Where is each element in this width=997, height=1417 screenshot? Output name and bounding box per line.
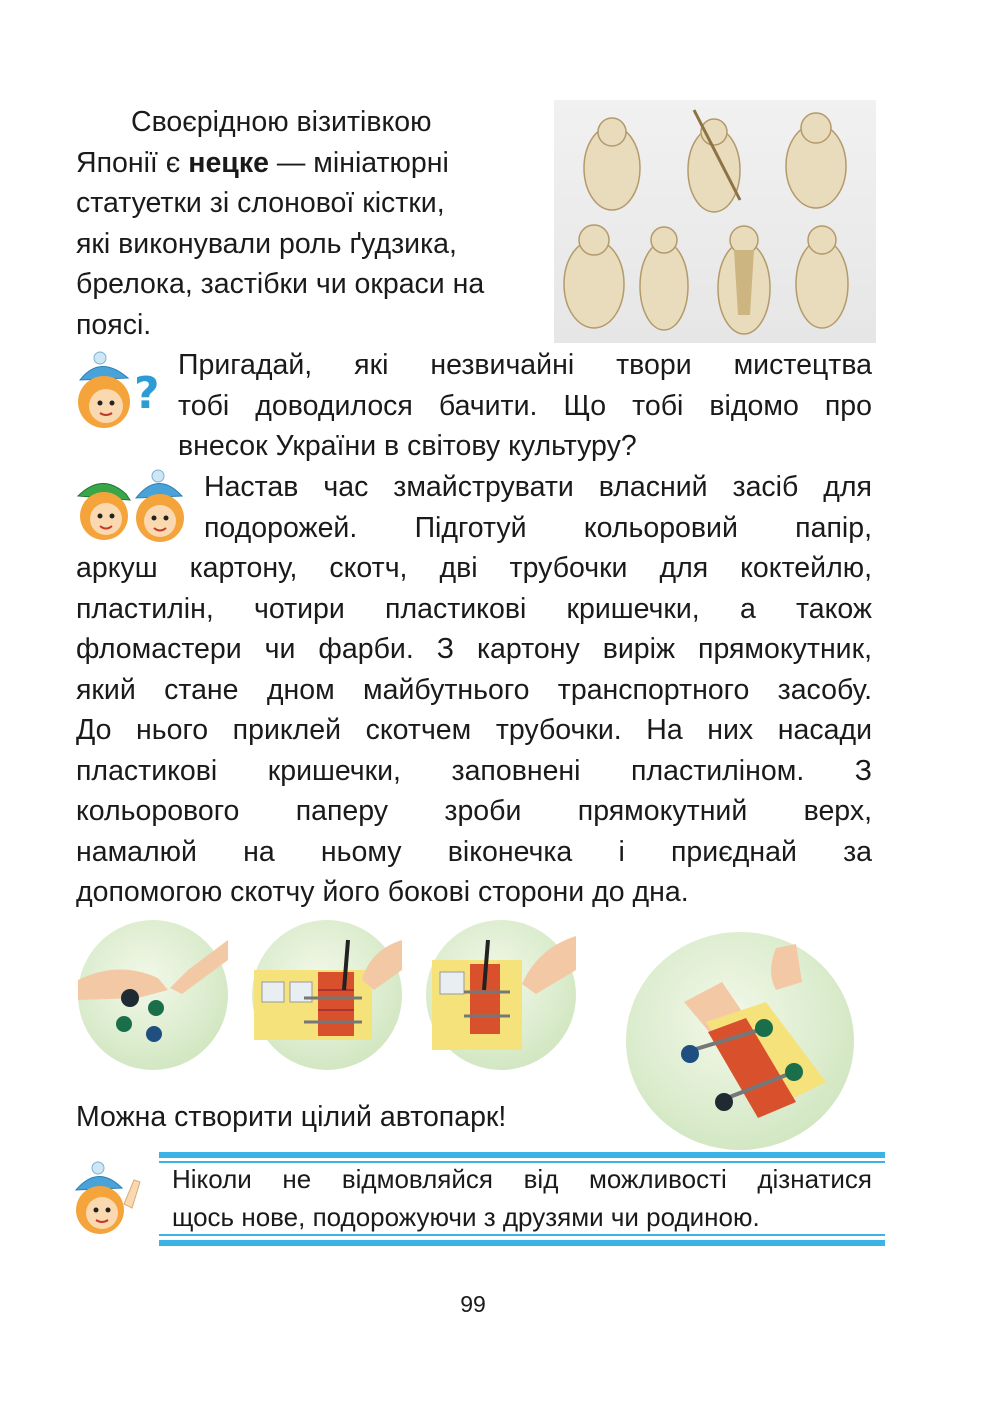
craft-step-1-illustration [78,920,228,1070]
tip-line: щось нове, подорожуючи з друзями чи родиною. [172,1202,760,1232]
autopark-caption: Можна створити цілий автопарк! [76,1101,507,1133]
craft-step-3-illustration [426,920,576,1070]
netsuke-photo [554,100,876,343]
question-paragraph [178,345,872,467]
tip-top-rule [159,1152,885,1158]
intro-line: які виконували роль ґудзика, [76,227,457,260]
activity-line: намалюй на ньому віконечка і приєднай за [76,835,872,868]
activity-line: подорожей. Підготуй кольоровий папір, [204,511,872,544]
question-line: внесок України в світову культуру? [178,430,637,462]
intro-line: Своєрідною візитівкою [131,106,432,138]
activity-line: який стане дном майбутнього транспортного засобу. [76,673,872,706]
tip-bottom-rule [159,1240,885,1246]
activity-line: аркуш картону, скотч, дві трубочки для коктейлю, [76,552,872,584]
tip-line: Ніколи не відмовляйся від можливості дізнатися [172,1164,872,1194]
intro-paragraph [76,102,546,345]
thinking-child-icon [72,350,164,440]
intro-line: поясі. [76,308,152,341]
tip-bottom-rule-inner [159,1234,885,1236]
intro-line: Японії є нецке — мініатюрні [76,146,449,179]
craft-step-4-illustration [626,932,854,1150]
tip-paragraph [172,1160,872,1236]
netsuke-term: нецке [188,146,269,179]
craft-step-2-illustration [252,920,402,1070]
activity-line: До нього приклей скотчем трубочки. На них насади [76,714,872,746]
netsuke-figurines [554,100,876,343]
activity-line: пластикові кришечки, заповнені пластиліном. З [76,754,872,787]
question-line: тобі доводилося бачити. Що тобі відомо про [178,389,872,422]
intro-line: статуетки зі слонової кістки, [76,187,445,219]
activity-line: допомогою скотчу його бокові сторони до дна. [76,876,689,908]
activity-line: фломастери чи фарби. З картону виріж прямокутник, [76,633,872,665]
svg-text:?: ? [134,368,160,419]
intro-line: брелока, застібки чи окраси на [76,268,485,300]
activity-line: Настав час змайструвати власний засіб для [204,471,872,503]
activity-line: кольорового паперу зроби прямокутний верх, [76,795,872,827]
question-line: Пригадай, які незвичайні твори мистецтва [178,349,872,381]
activity-line: пластилін, чотири пластикові кришечки, а також [76,592,872,625]
pointing-child-icon [72,1160,148,1240]
page-number: 99 [460,1291,486,1317]
activity-paragraph [76,467,872,913]
